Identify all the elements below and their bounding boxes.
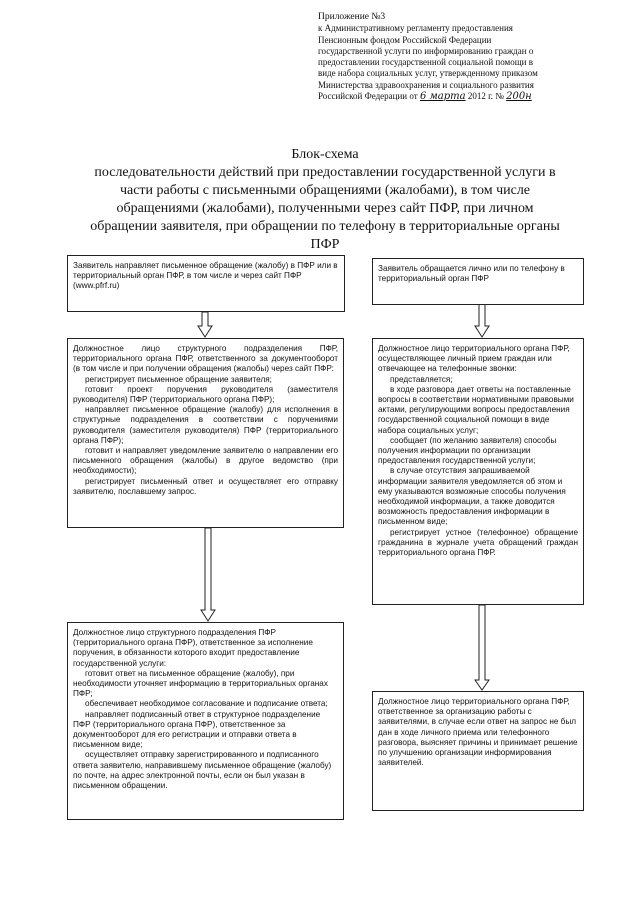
handwritten-number: 200н — [506, 91, 532, 103]
box-reception-officer — [372, 338, 584, 605]
title-line: Блок-схема — [291, 147, 359, 162]
title-line: последовательности действий при предоставлении государственной услуги в — [94, 165, 556, 180]
box-text: в ходе разговора дает ответы на поставленные вопросы в соответствии нормативными правовыми актами, регулирующими вопросы предоставления государственной социальной помощи в виде набора социальных услуг; — [378, 384, 574, 435]
title-line: части работы с письменными обращениями (жалобами), в том числе — [119, 183, 531, 198]
box-personal-request — [372, 258, 584, 305]
box-text: регистрирует устное (телефонное) обращение гражданина в журнале учета обращений граждан территориального органа ПФР. — [378, 527, 578, 558]
box-text: регистрирует письменный ответ и осуществляет его отправку заявителю, пославшему запрос. — [73, 476, 338, 496]
box-text: обеспечивает необходимое согласование и подписание ответа; — [85, 699, 328, 709]
box-text: сообщает (по желанию заявителя) способы получения информации по организации предоставления государственной услуги; — [378, 435, 557, 466]
box-text: Должностное лицо структурного подразделения ПФР, территориального органа ПФР, ответственного за документооборот (в том числе и при получении обращения (жалобы) через сайт ПФР: — [73, 344, 338, 374]
appendix-header — [318, 12, 624, 102]
box-text: направляет письменное обращение (жалобу) для исполнения в структурные подразделения в соответствии с поручениями руководителя (заместителя руководителя) ПФР (территориального органа ПФР); — [73, 405, 338, 445]
arrow-b2-to-b4 — [475, 304, 489, 337]
box-text: направляет подписанный ответ в структурное подразделение ПФР (территориального органа ПФР), ответственное за документооборот для его регистрации и отправки ответа в письменном виде; — [73, 709, 321, 750]
title-line: обращении заявителя, при обращении по телефону в территориальные органы — [90, 219, 560, 234]
box-text: Должностное лицо структурного подразделения ПФР (территориального органа ПФР), ответственное за исполнение поручения, в обязанности которого входит предоставление государственной услуги: — [73, 628, 313, 668]
box-text: регистрирует письменное обращение заявителя; — [85, 374, 272, 384]
appendix-date-line — [318, 91, 624, 102]
date-prefix: Российской Федерации от — [318, 91, 418, 102]
arrow-b3-to-b5 — [201, 528, 215, 621]
box-text: Должностное лицо территориального органа ПФР, осуществляющее личный прием граждан или отвечающее на телефонные звонки: — [378, 344, 570, 374]
box-text: готовит ответ на письменное обращение (жалобу), при необходимости уточняет информацию в территориальных органах ПФР; — [73, 668, 328, 699]
appendix-line: предоставлении государственной социальной помощи в — [318, 57, 534, 68]
box-written-request — [67, 255, 345, 312]
arrow-b4-to-b6 — [475, 605, 489, 690]
box-text: представляется; — [390, 374, 453, 384]
appendix-line: государственной услуги по информированию граждан о — [318, 45, 534, 56]
box-text: в случае отсутствия запрашиваемой информации заявителя уведомляется об этом и ему указываются возможные способы получения необходимой информации, а также доводится возможность предоставления информации в письменном виде; — [378, 466, 566, 527]
appendix-title: Приложение №3 — [318, 12, 386, 22]
arrow-b1-to-b3 — [198, 312, 212, 337]
title-line: обращениями (жалобами), полученными через сайт ПФР, при личном — [116, 201, 534, 216]
box-text: осуществляет отправку зарегистрированного и подписанного ответа заявителю, направившему письменное обращение (жалобу) по почте, на адрес электронной почты, если он был указан в письменном обращении. — [73, 750, 332, 791]
handwritten-date: 6 марта — [419, 91, 466, 103]
box-text: готовит и направляет уведомление заявителю о направлении его письменного обращения (жалобы) в другое ведомство (при необходимости); — [73, 446, 338, 476]
appendix-line: Пенсионным фондом Российской Федерации — [318, 34, 492, 45]
box-text: Должностное лицо территориального органа ПФР, ответственное за организацию работы с заявителями, в случае если ответ на запрос не был дан в ходе личного приема или телефонного разговора, выясняет причины и принимает решение по улучшению организации информирования заявителей. — [378, 697, 578, 768]
appendix-line: виде набора социальных услуг, утвержденному приказом — [318, 68, 538, 79]
flowchart-title — [40, 146, 610, 254]
box-document-flow-officer — [67, 338, 344, 528]
box-executor-officer — [67, 622, 344, 820]
date-year: 2012 г. № — [467, 91, 504, 102]
appendix-line: к Административному регламенту предоставления — [318, 23, 513, 34]
appendix-line: Министерства здравоохранения и социального развития — [318, 79, 534, 90]
title-line: ПФР — [310, 237, 340, 252]
box-text: Заявитель направляет письменное обращение (жалобу) в ПФР или в территориальный орган ПФР, в том числе и через сайт ПФР (www.pfrf.ru) — [73, 261, 338, 291]
box-organization-officer — [372, 691, 584, 811]
box-text: Заявитель обращается лично или по телефону в территориальный орган ПФР — [378, 264, 565, 284]
box-text: готовит проект поручения руководителя (заместителя руководителя) ПФР (территориального органа ПФР); — [73, 384, 338, 405]
